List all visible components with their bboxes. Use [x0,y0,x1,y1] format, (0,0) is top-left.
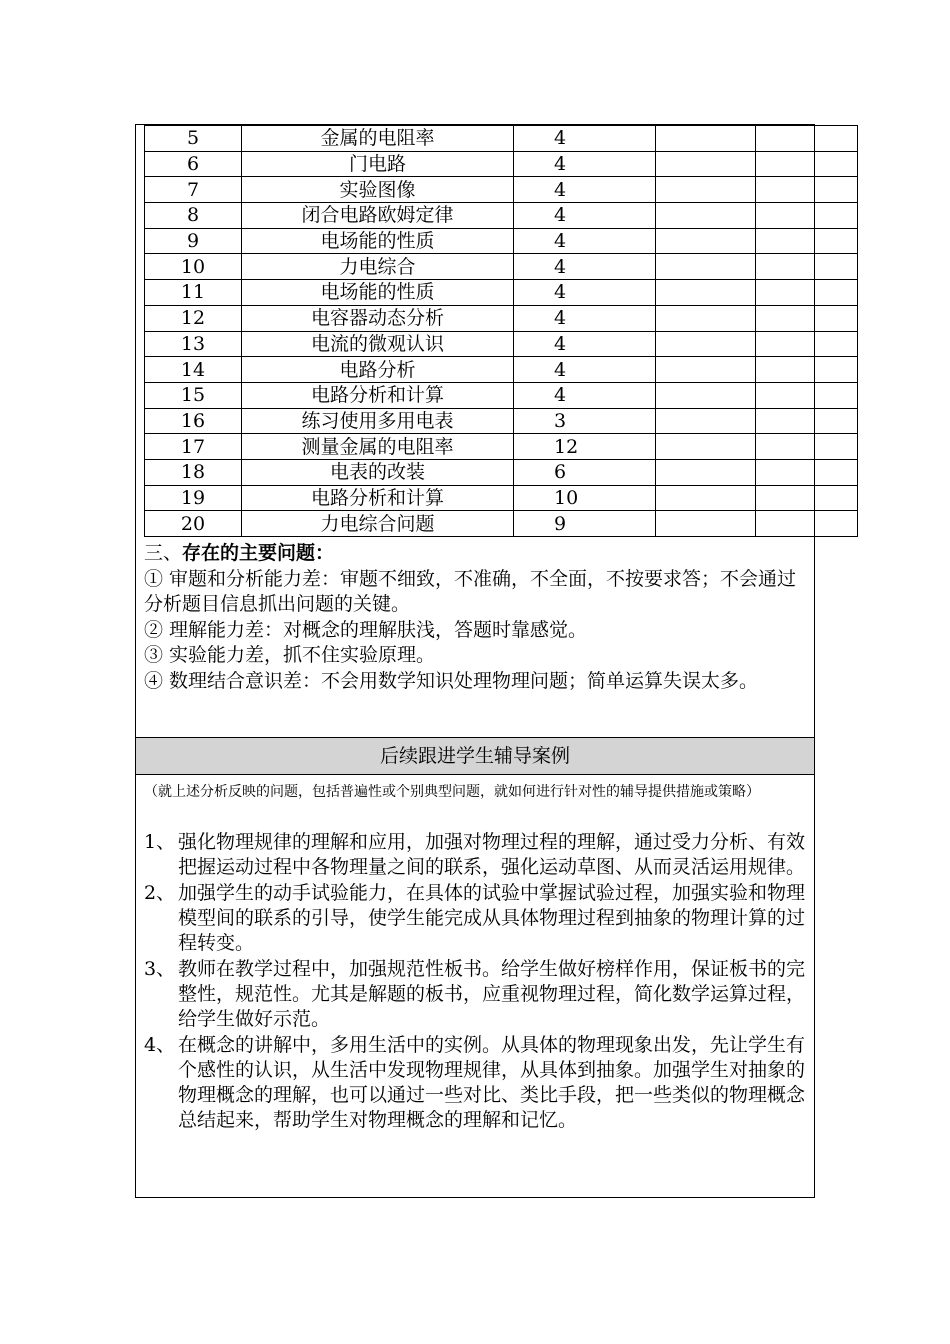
item-score: 4 [514,331,656,357]
item-topic: 力电综合 [242,254,514,280]
item-score: 4 [514,151,656,177]
item-score: 4 [514,254,656,280]
item-topic: 电路分析和计算 [242,382,514,408]
item-number: 9 [145,228,242,254]
item-score: 4 [514,126,656,152]
item-topic: 门电路 [242,151,514,177]
empty-cell [756,203,858,229]
followup-note: （就上述分析反映的问题，包括普遍性或个别典型问题，就如何进行针对性的辅导提供措施或策略） [144,784,760,800]
empty-cell [756,331,858,357]
empty-cell [656,305,756,331]
problems-heading-text: 存在的主要问题： [182,542,335,564]
item-number: 6 [145,151,242,177]
item-score: 9 [514,511,656,537]
empty-cell [756,305,858,331]
followup-title: 后续跟进学生辅导案例 [136,738,814,774]
measure-number: 3、 [144,958,176,980]
table-row [145,459,858,485]
problems-heading-prefix: 三、 [144,542,183,564]
item-topic: 电场能的性质 [242,228,514,254]
empty-cell [656,408,756,434]
item-number: 16 [145,408,242,434]
document-frame [135,124,815,1198]
item-topic: 电表的改装 [242,459,514,485]
table-row [145,511,858,537]
empty-cell [656,382,756,408]
item-topic: 实验图像 [242,177,514,203]
empty-cell [656,434,756,460]
measures-list [144,830,810,1134]
item-number: 5 [145,126,242,152]
item-topic: 练习使用多用电表 [242,408,514,434]
measure-number: 1、 [144,831,176,853]
empty-cell [756,485,858,511]
problem-item: ④ 数理结合意识差：不会用数学知识处理物理问题；简单运算失误太多。 [144,669,759,692]
table-row [145,126,858,152]
empty-cell [656,254,756,280]
item-topic: 金属的电阻率 [242,126,514,152]
empty-cell [756,126,858,152]
empty-cell [656,331,756,357]
item-score: 6 [514,459,656,485]
empty-cell [656,177,756,203]
table-row [145,228,858,254]
item-topic: 电场能的性质 [242,280,514,306]
measure-text: 在概念的讲解中，多用生活中的实例。从具体的物理现象出发，先让学生有个感性的认识，从生活中发现物理规律，从具体到抽象。加强学生对抽象的物理概念的理解，也可以通过一些对比、类比手段，把一些类似的物理概念总结起来，帮助学生对物理概念的理解和记忆。 [178,1034,806,1131]
empty-cell [656,459,756,485]
item-number: 15 [145,382,242,408]
problem-item: ② 理解能力差：对概念的理解肤浅，答题时靠感觉。 [144,618,588,641]
empty-cell [756,280,858,306]
item-topic: 电路分析 [242,357,514,383]
measure-text: 强化物理规律的理解和应用，加强对物理过程的理解，通过受力分析、有效把握运动过程中各物理量之间的联系，强化运动草图、从而灵活运用规律。 [178,831,806,878]
measure-text: 教师在教学过程中，加强规范性板书。给学生做好榜样作用，保证板书的完整性，规范性。尤其是解题的板书，应重视物理过程，简化数学运算过程，给学生做好示范。 [178,958,806,1030]
empty-cell [756,434,858,460]
item-topic: 电容器动态分析 [242,305,514,331]
item-topic: 电路分析和计算 [242,485,514,511]
empty-cell [656,126,756,152]
problems-section [144,541,806,694]
empty-cell [656,280,756,306]
problem-item: ① 审题和分析能力差：审题不细致，不准确，不全面，不按要求答；不会通过分析题目信息抓出问题的关键。 [144,567,797,615]
item-score: 4 [514,280,656,306]
table-row [145,485,858,511]
list-item [144,1033,810,1133]
table-row [145,305,858,331]
empty-cell [756,382,858,408]
empty-cell [656,151,756,177]
empty-cell [656,485,756,511]
item-number: 13 [145,331,242,357]
empty-cell [756,357,858,383]
item-number: 8 [145,203,242,229]
table-row [145,357,858,383]
problem-item: ③ 实验能力差，抓不住实验原理。 [144,644,436,666]
empty-cell [756,459,858,485]
item-number: 7 [145,177,242,203]
item-score: 4 [514,357,656,383]
item-score: 4 [514,228,656,254]
empty-cell [756,511,858,537]
empty-cell [756,177,858,203]
item-topic: 电流的微观认识 [242,331,514,357]
empty-cell [756,151,858,177]
empty-cell [656,203,756,229]
score-table [144,125,858,537]
list-item [144,881,810,956]
table-row [145,434,858,460]
section-divider [136,774,814,775]
table-row [145,151,858,177]
measure-number: 2、 [144,882,176,904]
item-score: 4 [514,382,656,408]
table-row [145,280,858,306]
list-item [144,830,810,880]
table-row [145,382,858,408]
item-score: 10 [514,485,656,511]
item-score: 4 [514,203,656,229]
list-item [144,957,810,1032]
item-number: 11 [145,280,242,306]
item-score: 4 [514,305,656,331]
table-row [145,408,858,434]
problems-heading [144,541,806,567]
item-number: 18 [145,459,242,485]
empty-cell [656,357,756,383]
table-row [145,177,858,203]
item-number: 19 [145,485,242,511]
item-score: 12 [514,434,656,460]
empty-cell [656,511,756,537]
empty-cell [756,408,858,434]
item-topic: 测量金属的电阻率 [242,434,514,460]
item-number: 17 [145,434,242,460]
table-row [145,254,858,280]
empty-cell [656,228,756,254]
item-topic: 闭合电路欧姆定律 [242,203,514,229]
item-topic: 力电综合问题 [242,511,514,537]
measure-text: 加强学生的动手试验能力，在具体的试验中掌握试验过程，加强实验和物理模型间的联系的引导，使学生能完成从具体物理过程到抽象的物理计算的过程转变。 [178,882,806,954]
item-number: 10 [145,254,242,280]
measure-number: 4、 [144,1034,176,1056]
item-number: 20 [145,511,242,537]
item-number: 14 [145,357,242,383]
item-number: 12 [145,305,242,331]
table-row [145,203,858,229]
empty-cell [756,228,858,254]
item-score: 3 [514,408,656,434]
empty-cell [756,254,858,280]
item-score: 4 [514,177,656,203]
table-row [145,331,858,357]
